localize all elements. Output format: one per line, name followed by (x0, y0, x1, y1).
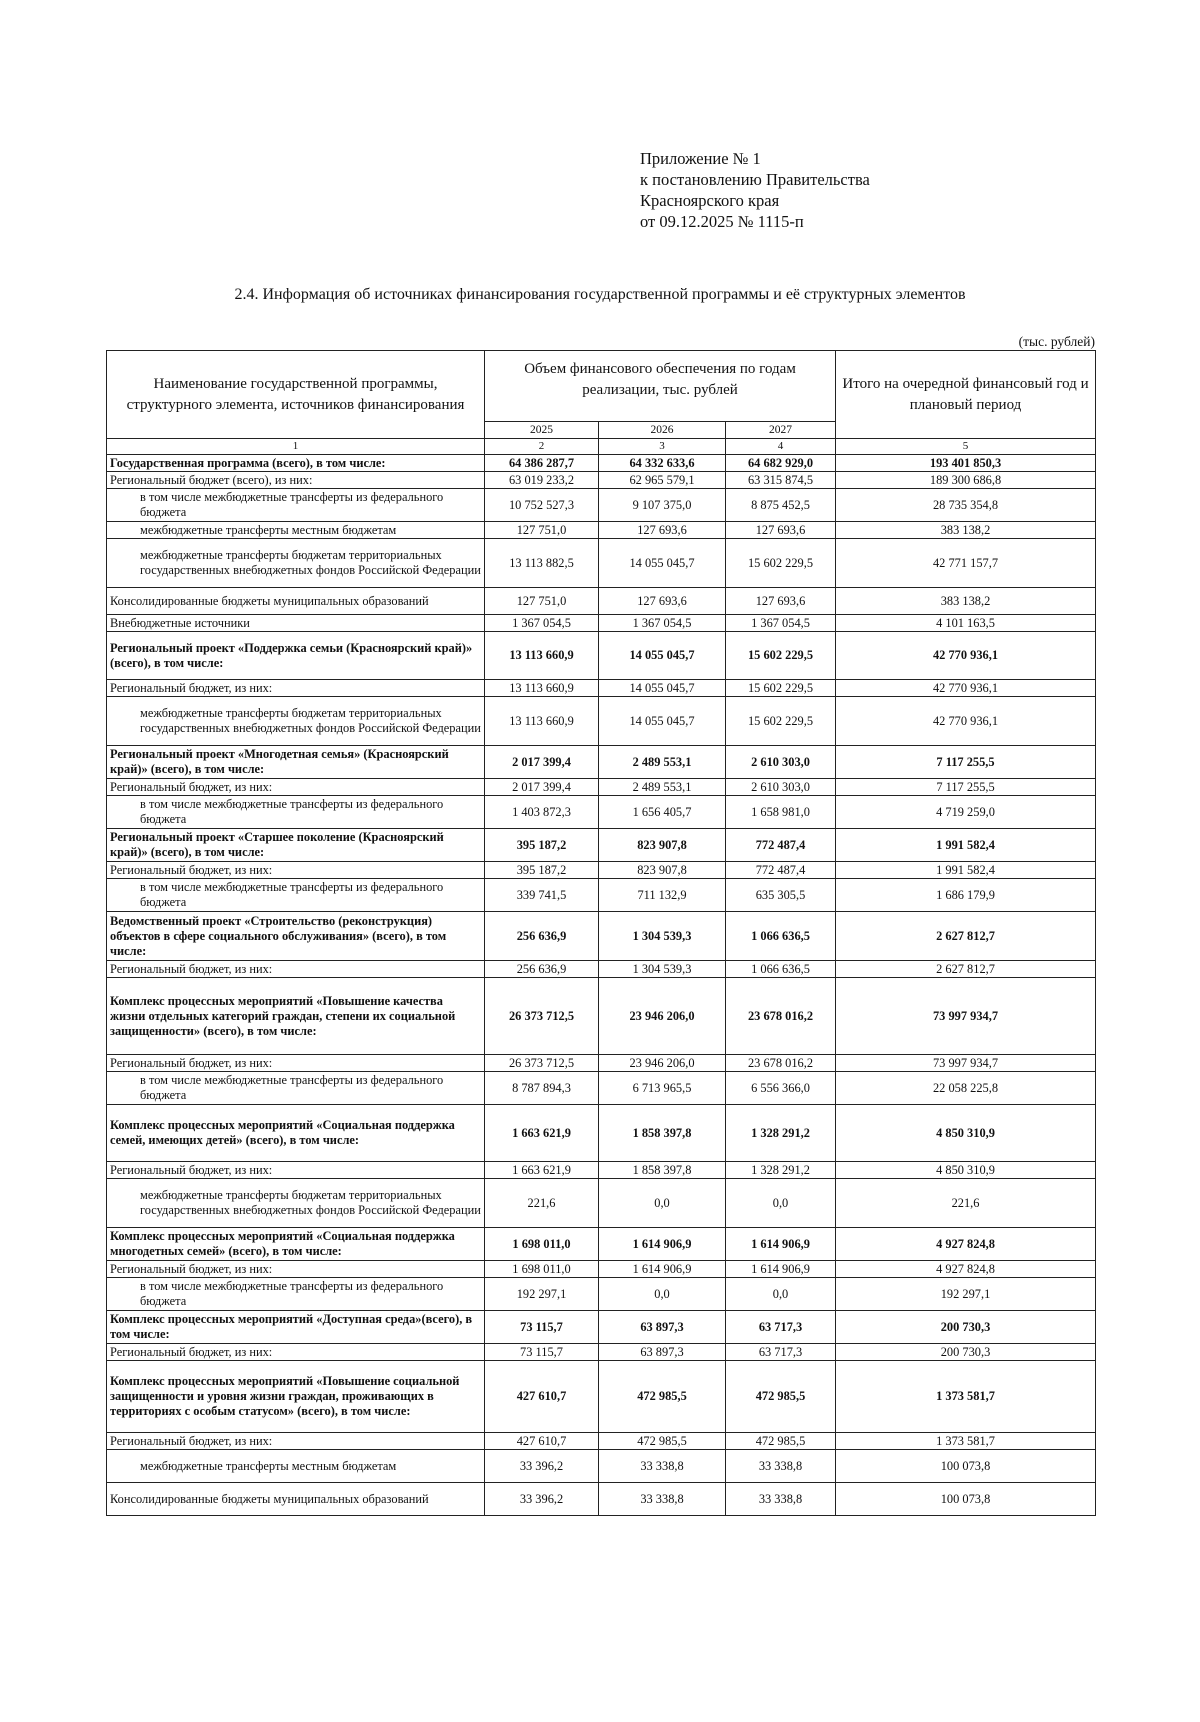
row-value-v2025: 2 017 399,4 (485, 746, 599, 779)
row-value-total: 4 927 824,8 (836, 1261, 1096, 1278)
table-row (107, 539, 1096, 588)
row-value-v2025: 127 751,0 (485, 588, 599, 615)
row-value-v2027: 33 338,8 (726, 1483, 836, 1516)
row-value-v2025: 13 113 660,9 (485, 697, 599, 746)
table-row (107, 1483, 1096, 1516)
row-value-v2025: 8 787 894,3 (485, 1072, 599, 1105)
row-value-v2027: 63 717,3 (726, 1311, 836, 1344)
row-name: Региональный бюджет (всего), из них: (107, 472, 485, 489)
column-number: 1 (107, 439, 485, 455)
row-value-v2025: 1 663 621,9 (485, 1105, 599, 1162)
row-value-v2025: 33 396,2 (485, 1450, 599, 1483)
row-value-v2026: 1 858 397,8 (599, 1162, 726, 1179)
row-value-v2025: 13 113 660,9 (485, 632, 599, 680)
row-value-v2027: 6 556 366,0 (726, 1072, 836, 1105)
row-name: межбюджетные трансферты бюджетам территориальных государственных внебюджетных фондов Российской Федерации (107, 697, 485, 746)
table-row (107, 1344, 1096, 1361)
table-row (107, 1433, 1096, 1450)
row-value-v2027: 772 487,4 (726, 862, 836, 879)
row-value-v2027: 772 487,4 (726, 829, 836, 862)
table-row (107, 697, 1096, 746)
column-number: 3 (599, 439, 726, 455)
row-value-v2026: 14 055 045,7 (599, 539, 726, 588)
row-name: Региональный бюджет, из них: (107, 862, 485, 879)
row-value-total: 193 401 850,3 (836, 455, 1096, 472)
row-value-v2025: 127 751,0 (485, 522, 599, 539)
table-row (107, 1179, 1096, 1228)
row-name: Комплекс процессных мероприятий «Повышение качества жизни отдельных категорий граждан, степени их социальной защищенности» (всего), в том числе: (107, 978, 485, 1055)
units-label: (тыс. рублей) (1018, 334, 1095, 349)
row-value-v2027: 635 305,5 (726, 879, 836, 912)
row-value-v2025: 1 663 621,9 (485, 1162, 599, 1179)
row-name: Региональный бюджет, из них: (107, 1261, 485, 1278)
table-row (107, 961, 1096, 978)
table-row (107, 1311, 1096, 1344)
row-name: Комплекс процессных мероприятий «Доступная среда»(всего), в том числе: (107, 1311, 485, 1344)
row-name: Региональный бюджет, из них: (107, 1055, 485, 1072)
row-value-v2026: 823 907,8 (599, 862, 726, 879)
row-value-v2026: 33 338,8 (599, 1483, 726, 1516)
row-value-v2027: 472 985,5 (726, 1361, 836, 1433)
annex-line-3: Красноярского края (640, 191, 780, 210)
row-value-v2025: 339 741,5 (485, 879, 599, 912)
row-value-v2027: 1 614 906,9 (726, 1261, 836, 1278)
table-row (107, 1361, 1096, 1433)
row-value-total: 42 770 936,1 (836, 632, 1096, 680)
row-value-v2027: 2 610 303,0 (726, 746, 836, 779)
table-row (107, 615, 1096, 632)
row-value-v2027: 1 066 636,5 (726, 961, 836, 978)
row-value-v2025: 73 115,7 (485, 1344, 599, 1361)
row-value-v2027: 1 614 906,9 (726, 1228, 836, 1261)
row-value-total: 7 117 255,5 (836, 746, 1096, 779)
table-row (107, 746, 1096, 779)
row-value-v2026: 127 693,6 (599, 522, 726, 539)
row-name: Региональный проект «Старшее поколение (Красноярский край)» (всего), в том числе: (107, 829, 485, 862)
row-value-v2026: 23 946 206,0 (599, 978, 726, 1055)
row-value-v2025: 26 373 712,5 (485, 978, 599, 1055)
row-value-v2027: 1 328 291,2 (726, 1105, 836, 1162)
row-value-total: 200 730,3 (836, 1311, 1096, 1344)
annex-line-4: от 09.12.2025 № 1115-п (640, 212, 804, 231)
row-value-v2026: 62 965 579,1 (599, 472, 726, 489)
row-value-v2025: 10 752 527,3 (485, 489, 599, 522)
row-value-v2025: 1 403 872,3 (485, 796, 599, 829)
row-value-v2026: 472 985,5 (599, 1361, 726, 1433)
row-value-v2026: 2 489 553,1 (599, 779, 726, 796)
row-value-v2026: 14 055 045,7 (599, 632, 726, 680)
row-value-v2026: 711 132,9 (599, 879, 726, 912)
row-value-total: 2 627 812,7 (836, 912, 1096, 961)
row-value-v2025: 256 636,9 (485, 912, 599, 961)
table-row (107, 632, 1096, 680)
row-value-v2026: 6 713 965,5 (599, 1072, 726, 1105)
row-name: в том числе межбюджетные трансферты из федерального бюджета (107, 489, 485, 522)
row-value-v2027: 1 658 981,0 (726, 796, 836, 829)
row-value-v2026: 14 055 045,7 (599, 680, 726, 697)
row-value-total: 4 850 310,9 (836, 1105, 1096, 1162)
row-value-v2025: 192 297,1 (485, 1278, 599, 1311)
table-row (107, 522, 1096, 539)
row-value-total: 42 770 936,1 (836, 697, 1096, 746)
row-name: Государственная программа (всего), в том числе: (107, 455, 485, 472)
row-value-v2027: 33 338,8 (726, 1450, 836, 1483)
table-row (107, 862, 1096, 879)
row-value-v2025: 395 187,2 (485, 829, 599, 862)
section-heading: 2.4. Информация об источниках финансирования государственной программы и её структурных элементов (234, 286, 966, 303)
row-value-v2026: 823 907,8 (599, 829, 726, 862)
row-value-v2025: 395 187,2 (485, 862, 599, 879)
row-value-v2027: 472 985,5 (726, 1433, 836, 1450)
table-row (107, 1055, 1096, 1072)
row-value-total: 73 997 934,7 (836, 978, 1096, 1055)
row-value-v2026: 1 367 054,5 (599, 615, 726, 632)
financing-table (106, 350, 1096, 1516)
table-row (107, 912, 1096, 961)
row-value-total: 200 730,3 (836, 1344, 1096, 1361)
row-name: Региональный бюджет, из них: (107, 1344, 485, 1361)
row-value-total: 1 991 582,4 (836, 862, 1096, 879)
row-value-v2026: 127 693,6 (599, 588, 726, 615)
row-value-v2026: 1 614 906,9 (599, 1261, 726, 1278)
row-value-v2027: 63 717,3 (726, 1344, 836, 1361)
row-value-total: 1 373 581,7 (836, 1361, 1096, 1433)
row-value-total: 189 300 686,8 (836, 472, 1096, 489)
table-row (107, 588, 1096, 615)
row-value-total: 1 991 582,4 (836, 829, 1096, 862)
table-row (107, 796, 1096, 829)
row-name: в том числе межбюджетные трансферты из федерального бюджета (107, 796, 485, 829)
row-value-v2025: 427 610,7 (485, 1433, 599, 1450)
row-value-total: 73 997 934,7 (836, 1055, 1096, 1072)
row-value-v2026: 1 614 906,9 (599, 1228, 726, 1261)
row-name: межбюджетные трансферты бюджетам территориальных государственных внебюджетных фондов Российской Федерации (107, 539, 485, 588)
row-name: в том числе межбюджетные трансферты из федерального бюджета (107, 879, 485, 912)
row-name: Внебюджетные источники (107, 615, 485, 632)
row-name: Комплекс процессных мероприятий «Социальная поддержка многодетных семей» (всего), в том числе: (107, 1228, 485, 1261)
row-value-v2026: 64 332 633,6 (599, 455, 726, 472)
table-row (107, 680, 1096, 697)
table-row (107, 1450, 1096, 1483)
row-name: Консолидированные бюджеты муниципальных образований (107, 1483, 485, 1516)
table-row (107, 489, 1096, 522)
annex-line-1: Приложение № 1 (640, 149, 761, 168)
table-row (107, 1278, 1096, 1311)
row-name: Консолидированные бюджеты муниципальных образований (107, 588, 485, 615)
row-value-total: 1 686 179,9 (836, 879, 1096, 912)
row-value-total: 192 297,1 (836, 1278, 1096, 1311)
table-row (107, 779, 1096, 796)
row-value-v2025: 73 115,7 (485, 1311, 599, 1344)
year-2026: 2026 (599, 422, 726, 439)
annex-block (640, 148, 870, 232)
row-value-v2027: 8 875 452,5 (726, 489, 836, 522)
row-value-v2025: 1 698 011,0 (485, 1228, 599, 1261)
row-value-v2026: 23 946 206,0 (599, 1055, 726, 1072)
row-value-v2026: 1 304 539,3 (599, 912, 726, 961)
row-name: Ведомственный проект «Строительство (реконструкция) объектов в сфере социального обслуживания» (всего), в том числе: (107, 912, 485, 961)
row-name: Региональный бюджет, из них: (107, 1162, 485, 1179)
table-row (107, 1105, 1096, 1162)
row-value-v2027: 15 602 229,5 (726, 539, 836, 588)
row-value-v2027: 1 367 054,5 (726, 615, 836, 632)
row-value-v2027: 23 678 016,2 (726, 1055, 836, 1072)
row-value-v2026: 63 897,3 (599, 1344, 726, 1361)
year-2025: 2025 (485, 422, 599, 439)
row-value-total: 4 101 163,5 (836, 615, 1096, 632)
table-row (107, 472, 1096, 489)
row-value-v2025: 63 019 233,2 (485, 472, 599, 489)
table-row (107, 455, 1096, 472)
row-value-total: 1 373 581,7 (836, 1433, 1096, 1450)
row-name: Региональный бюджет, из них: (107, 961, 485, 978)
row-value-v2027: 15 602 229,5 (726, 680, 836, 697)
row-value-v2025: 26 373 712,5 (485, 1055, 599, 1072)
row-value-total: 7 117 255,5 (836, 779, 1096, 796)
row-name: Комплекс процессных мероприятий «Повышение социальной защищенности и уровня жизни граждан, проживающих в территориях с особым статусом» (всего), в том числе: (107, 1361, 485, 1433)
row-value-v2027: 64 682 929,0 (726, 455, 836, 472)
row-value-v2027: 127 693,6 (726, 522, 836, 539)
row-value-v2025: 13 113 660,9 (485, 680, 599, 697)
row-name: Региональный бюджет, из них: (107, 779, 485, 796)
row-value-v2026: 472 985,5 (599, 1433, 726, 1450)
row-value-v2027: 1 328 291,2 (726, 1162, 836, 1179)
row-value-total: 2 627 812,7 (836, 961, 1096, 978)
row-value-v2025: 427 610,7 (485, 1361, 599, 1433)
row-value-v2025: 2 017 399,4 (485, 779, 599, 796)
row-value-v2027: 0,0 (726, 1179, 836, 1228)
row-value-v2026: 33 338,8 (599, 1450, 726, 1483)
row-value-v2026: 0,0 (599, 1179, 726, 1228)
row-name: межбюджетные трансферты местным бюджетам (107, 522, 485, 539)
row-name: межбюджетные трансферты местным бюджетам (107, 1450, 485, 1483)
row-value-total: 28 735 354,8 (836, 489, 1096, 522)
table-row (107, 1261, 1096, 1278)
row-value-total: 383 138,2 (836, 588, 1096, 615)
column-number: 2 (485, 439, 599, 455)
row-value-total: 383 138,2 (836, 522, 1096, 539)
row-value-v2025: 13 113 882,5 (485, 539, 599, 588)
row-value-v2025: 221,6 (485, 1179, 599, 1228)
row-value-v2026: 1 304 539,3 (599, 961, 726, 978)
table-row (107, 1072, 1096, 1105)
row-value-total: 42 770 936,1 (836, 680, 1096, 697)
row-value-v2027: 1 066 636,5 (726, 912, 836, 961)
year-2027: 2027 (726, 422, 836, 439)
row-value-v2027: 15 602 229,5 (726, 632, 836, 680)
table-row (107, 879, 1096, 912)
row-name: в том числе межбюджетные трансферты из федерального бюджета (107, 1278, 485, 1311)
row-name: Комплекс процессных мероприятий «Социальная поддержка семей, имеющих детей» (всего), в том числе: (107, 1105, 485, 1162)
row-value-v2027: 63 315 874,5 (726, 472, 836, 489)
header-volume: Объем финансового обеспечения по годам реализации, тыс. рублей (485, 351, 836, 422)
header-name: Наименование государственной программы, структурного элемента, источников финансирования (107, 351, 485, 439)
column-number: 4 (726, 439, 836, 455)
row-value-total: 42 771 157,7 (836, 539, 1096, 588)
row-value-total: 100 073,8 (836, 1450, 1096, 1483)
row-value-v2026: 0,0 (599, 1278, 726, 1311)
row-value-total: 22 058 225,8 (836, 1072, 1096, 1105)
row-value-v2025: 1 367 054,5 (485, 615, 599, 632)
row-value-v2025: 256 636,9 (485, 961, 599, 978)
row-value-v2027: 0,0 (726, 1278, 836, 1311)
row-value-v2025: 64 386 287,7 (485, 455, 599, 472)
row-value-v2027: 2 610 303,0 (726, 779, 836, 796)
row-name: межбюджетные трансферты бюджетам территориальных государственных внебюджетных фондов Российской Федерации (107, 1179, 485, 1228)
row-value-total: 4 927 824,8 (836, 1228, 1096, 1261)
table-row (107, 1162, 1096, 1179)
row-value-v2026: 1 656 405,7 (599, 796, 726, 829)
row-value-v2026: 1 858 397,8 (599, 1105, 726, 1162)
row-name: Региональный проект «Многодетная семья» (Красноярский край)» (всего), в том числе: (107, 746, 485, 779)
row-name: в том числе межбюджетные трансферты из федерального бюджета (107, 1072, 485, 1105)
row-name: Региональный бюджет, из них: (107, 680, 485, 697)
row-value-v2027: 127 693,6 (726, 588, 836, 615)
row-name: Региональный бюджет, из них: (107, 1433, 485, 1450)
row-value-total: 100 073,8 (836, 1483, 1096, 1516)
table-row (107, 829, 1096, 862)
row-value-v2026: 2 489 553,1 (599, 746, 726, 779)
annex-line-2: к постановлению Правительства (640, 170, 870, 189)
row-value-v2026: 63 897,3 (599, 1311, 726, 1344)
table-row (107, 1228, 1096, 1261)
column-number: 5 (836, 439, 1096, 455)
row-value-v2025: 1 698 011,0 (485, 1261, 599, 1278)
row-value-v2026: 14 055 045,7 (599, 697, 726, 746)
header-total: Итого на очередной финансовый год и плановый период (836, 351, 1096, 439)
row-name: Региональный проект «Поддержка семьи (Красноярский край)» (всего), в том числе: (107, 632, 485, 680)
row-value-v2027: 15 602 229,5 (726, 697, 836, 746)
row-value-v2025: 33 396,2 (485, 1483, 599, 1516)
row-value-v2026: 9 107 375,0 (599, 489, 726, 522)
row-value-v2027: 23 678 016,2 (726, 978, 836, 1055)
row-value-total: 4 719 259,0 (836, 796, 1096, 829)
table-row (107, 978, 1096, 1055)
row-value-total: 221,6 (836, 1179, 1096, 1228)
row-value-total: 4 850 310,9 (836, 1162, 1096, 1179)
